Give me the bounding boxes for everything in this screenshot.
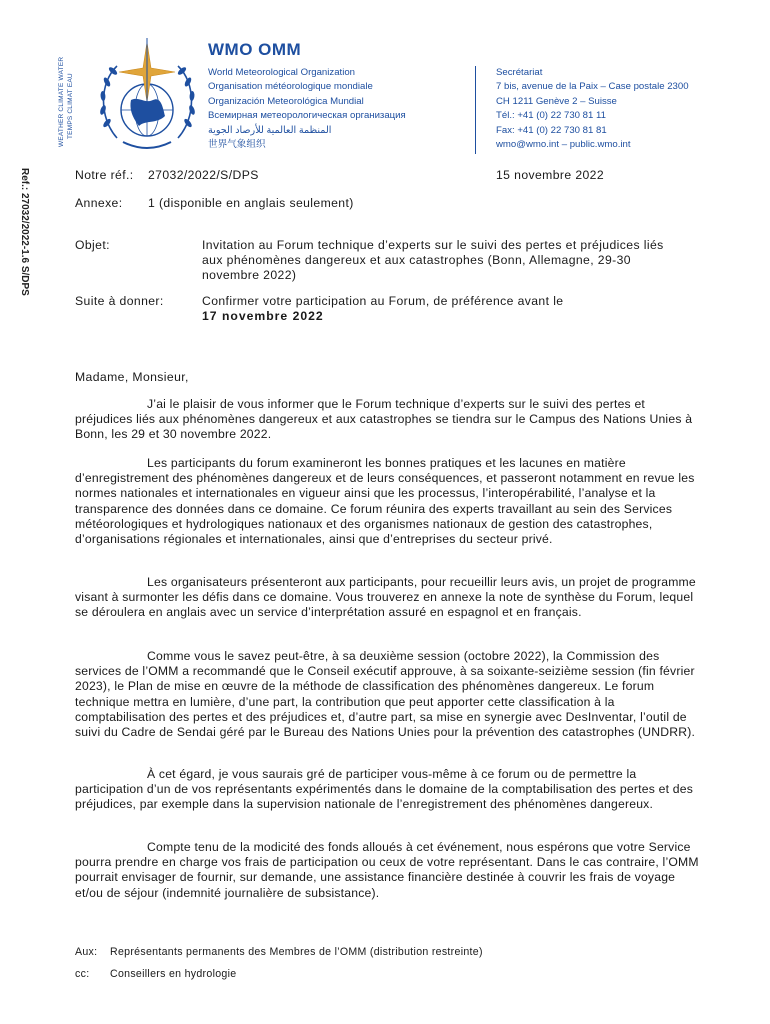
annex-label: Annexe: bbox=[75, 196, 123, 210]
action-block bbox=[202, 294, 672, 324]
salutation: Madame, Monsieur, bbox=[75, 370, 189, 384]
header-divider bbox=[475, 66, 476, 154]
secretariat-street: 7 bis, avenue de la Paix – Case postale 2300 bbox=[496, 81, 689, 93]
annex-value: 1 (disponible en anglais seulement) bbox=[148, 196, 354, 210]
organization-names bbox=[208, 66, 406, 152]
paragraph-2: Les participants du forum examineront les bonnes pratiques et les lacunes en matière d’enregistrement des phénomènes dangereux et de leurs conséquences, et passeront notamment en revue les normes nationales et internationales en vigueur ainsi que les processus, l’interopérabilité, l’analyse et la transparence des données dans ce domaine. Ce forum réunira des experts travaillant au sein des Services météorologiques et hydrologiques nationaux et des organismes nationaux de gestion des catastrophes, d’organisations régionales et internationales, ainsi que d’entreprises du secteur privé. bbox=[75, 456, 695, 547]
paragraph-4: Comme vous le savez peut-être, à sa deuxième session (octobre 2022), la Commission des services de l’OMM a recommandé que le Conseil exécutif approuve, à sa soixante-seizième session (fin février 2023), le Plan de mise en œuvre de la méthode de classification des phénomènes dangereux. Le forum technique mettra en lumière, d’une part, la contribution que peut apporter cette classification à la comptabilisation des pertes et des préjudices et, d’autre part, sa mise en synergie avec DesInventar, l’outil de suivi du Cadre de Sendai géré par le Bureau des Nations Unies pour la prévention des catastrophes (UNDRR). bbox=[75, 649, 696, 740]
secretariat-city: CH 1211 Genève 2 – Suisse bbox=[496, 95, 617, 107]
brand-name: WMO OMM bbox=[208, 40, 302, 59]
distribution-cc-label: cc: bbox=[75, 968, 90, 980]
tagline-en: WEATHER CLIMATE WATER bbox=[58, 56, 65, 147]
org-name-es: Organización Meteorológica Mundial bbox=[208, 95, 364, 107]
action-deadline: 17 novembre 2022 bbox=[202, 309, 324, 324]
org-name-ar: المنظمة العالمية للأرصاد الجوية bbox=[208, 124, 332, 136]
ref-label: Notre réf.: bbox=[75, 168, 134, 182]
distribution-to-value: Représentants permanents des Membres de l’OMM (distribution restreinte) bbox=[110, 946, 483, 958]
side-reference: Ref.: 27032/2022-1.6 S/DPS bbox=[19, 168, 30, 296]
subject-value: Invitation au Forum technique d’experts sur le suivi des pertes et préjudices liés aux phénomènes dangereux et aux catastrophes (Bonn, Allemagne, 29-30 novembre 2022) bbox=[202, 238, 664, 283]
paragraph-3: Les organisateurs présenteront aux participants, pour recueillir leurs avis, un projet de programme visant à surmonter les défis dans ce domaine. Vous trouverez en annexe la note de synthèse du Forum, lequel se déroulera en anglais avec un service d’interprétation assuré en espagnol et en français. bbox=[75, 575, 696, 620]
secretariat-phone: Tél.: +41 (0) 22 730 81 11 bbox=[496, 110, 606, 122]
vertical-tagline bbox=[58, 55, 88, 145]
action-label: Suite à donner: bbox=[75, 294, 164, 308]
org-name-ru: Всемирная метеорологическая организация bbox=[208, 110, 406, 122]
org-name-zh: 世界气象组织 bbox=[208, 139, 266, 151]
paragraph-1: J’ai le plaisir de vous informer que le Forum technique d’experts sur le suivi des pertes et préjudices liés aux phénomènes dangereux et aux catastrophes se tiendra sur le Campus des Nations Unies à Bonn, les 29 et 30 novembre 2022. bbox=[75, 397, 693, 442]
paragraph-6: Compte tenu de la modicité des fonds alloués à cet événement, nous espérons que votre Service pourra prendre en charge vos frais de participation ou ceux de votre représentant. Dans le cas contraire, l’OMM pourrait envisager de fournir, sur demande, une assistance financière destinée à couvrir les frais de voyage et/ou de séjour (indemnité journalière de subsistance). bbox=[75, 840, 699, 900]
letter-date: 15 novembre 2022 bbox=[496, 168, 605, 182]
wmo-emblem-icon bbox=[95, 38, 200, 158]
distribution-to-label: Aux: bbox=[75, 946, 98, 958]
paragraph-5: À cet égard, je vous saurais gré de participer vous-même à ce forum ou de permettre la participation d’un de vos représentants expérimentés dans le domaine de la comptabilisation des pertes et des préjudices, par exemple dans la supervision nationale de l’enregistrement des phénomènes dangereux. bbox=[75, 767, 693, 812]
action-value: Confirmer votre participation au Forum, de préférence avant le bbox=[202, 294, 564, 308]
subject-label: Objet: bbox=[75, 238, 110, 252]
secretariat-fax: Fax: +41 (0) 22 730 81 81 bbox=[496, 124, 607, 136]
org-name-fr: Organisation météorologique mondiale bbox=[208, 81, 373, 93]
ref-value: 27032/2022/S/DPS bbox=[148, 168, 259, 182]
org-name-en: World Meteorological Organization bbox=[208, 67, 355, 78]
secretariat-title: Secrétariat bbox=[496, 67, 543, 78]
secretariat-address bbox=[496, 66, 689, 152]
distribution-cc-value: Conseillers en hydrologie bbox=[110, 968, 237, 980]
secretariat-web: wmo@wmo.int – public.wmo.int bbox=[496, 139, 631, 151]
tagline-fr: TEMPS CLIMAT EAU bbox=[67, 73, 74, 139]
